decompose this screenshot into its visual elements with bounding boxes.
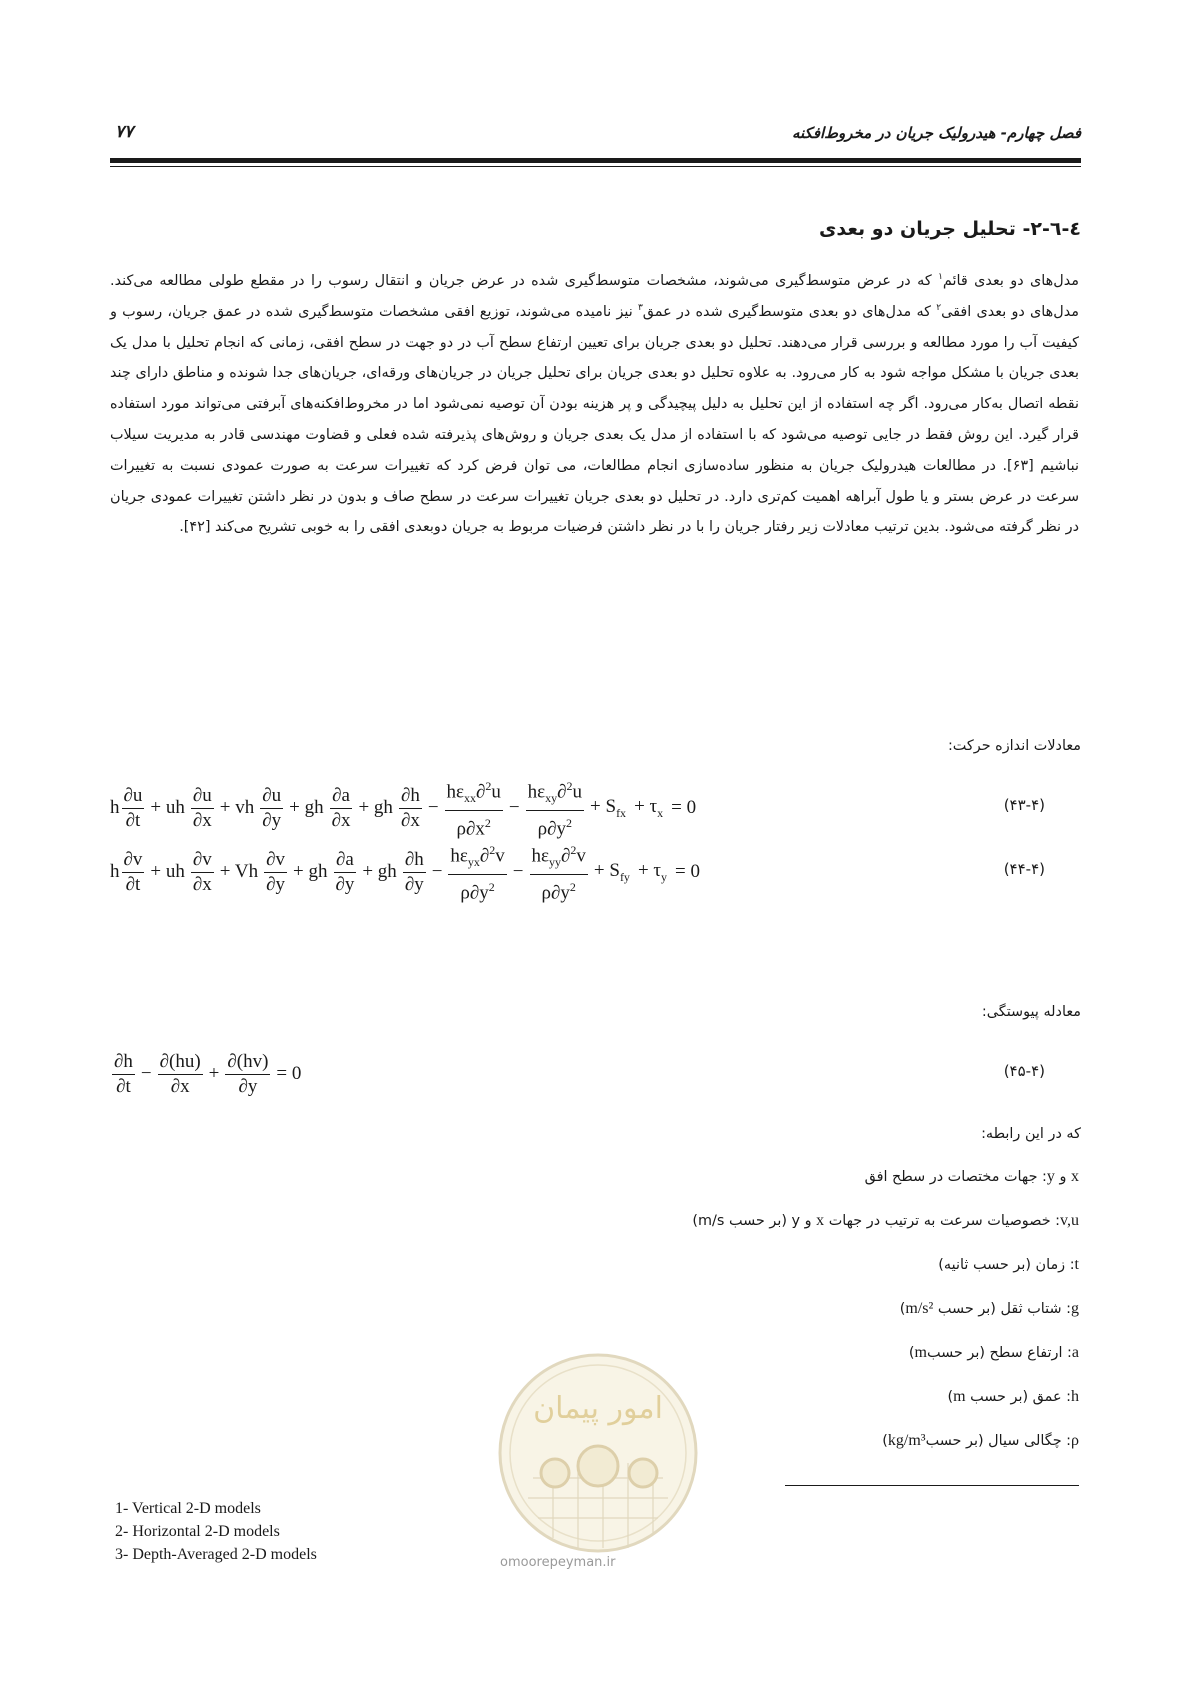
- equation-45: [110, 1044, 1081, 1104]
- definition-item: x و y: جهات مختصات در سطح افق: [864, 1168, 1079, 1185]
- eq-operator: +: [208, 1063, 220, 1084]
- eq-fraction: [445, 774, 503, 841]
- eq-term: h: [110, 797, 120, 818]
- eq-term: + gh: [292, 861, 328, 882]
- frac-num: $h\varepsilon_{xy}\partial^2u$: [526, 774, 584, 811]
- body-text-4: نیز نامیده می‌شوند، توزیع افقی مشخصات متوسط‌گیری شده در عمق جریان، رسوب و کیفیت آب را مورد مطالعه و بررسی قرار می‌دهند. تحلیل دو بعدی جریان برای تعیین ارتفاع سطح آب در دو جهت در سطح افقی، زمانی که انجام تحلیل با مدل یک بعدی جریان با مشکل مواجه شود به کار می‌رود. به علاوه تحلیل دو بعدی جریان برای تحلیل جریان در جریان‌های ورقه‌ای، جریان‌های جدا شونده و مناطق دارای چند نقطه اتصال به‌کار می‌رود. اگر چه استفاده از این تحلیل به دلیل پیچیدگی و پر هزینه بودن آن توصیه نمی‌شود اما در مخروط‌افکنه‌های آبرفتی می‌تواند مورد استفاده قرار گیرد. این روش فقط در جایی توصیه می‌شود که با استفاده از مدل یک بعدی جریان و روش‌های پذیرفته شده فعلی و قضاوت مهندسی قادر به مدیریت سیلاب نباشیم [۶۳]. در مطالعات هیدرولیک جریان به منظور ساده‌سازی انجام مطالعات، می توان فرض کرد که تغییرات سرعت به صورت عمودی نسبت به تغییرات سرعت در عرض بستر و یا طول آبراهه اهمیت کم‌تری دارد. در تحلیل دو بعدی جریان تغییرات سرعت در سطح صاف و بدون در نظر داشتن تغییرات عمودی جریان در نظر گرفته می‌شود. بدین ترتیب معادلات زیر رفتار جریان را با در نظر داشتن فرضیات مربوط به جریان دوبعدی افقی را به خوبی تشریح می‌کند [۴۲].: [110, 303, 1079, 536]
- definition-item: t: زمان (بر حسب ثانیه): [938, 1256, 1079, 1273]
- frac-num: ∂v: [191, 848, 214, 873]
- frac-den: ∂x: [331, 809, 351, 831]
- frac-num: ∂u: [191, 784, 214, 809]
- eq-term: + Vh: [219, 861, 259, 882]
- eq-term: h: [110, 861, 120, 882]
- frac-num: ∂(hv): [225, 1050, 270, 1075]
- frac-den: $\rho\partial y^2$: [537, 816, 573, 840]
- eq-term: + uh: [150, 797, 185, 818]
- definition-item: a: ارتفاع سطح (بر حسبm): [908, 1344, 1079, 1361]
- definition-item: g: شتاب ثقل (بر حسب m/s²): [899, 1300, 1079, 1317]
- frac-den: ∂t: [125, 873, 141, 895]
- eq-fraction: [260, 784, 283, 833]
- frac-num: ∂v: [122, 848, 145, 873]
- equation-44: [110, 842, 1081, 902]
- eq-fraction: [112, 1050, 135, 1099]
- eq-term: + vh: [219, 797, 255, 818]
- body-paragraph: [110, 266, 1079, 543]
- eq-fraction: [399, 784, 422, 833]
- section-title: ٤-٦-٢- تحلیل جریان دو بعدی: [818, 218, 1081, 240]
- frac-num: ∂v: [264, 848, 287, 873]
- frac-den: ∂t: [116, 1075, 131, 1097]
- footnote-rule: [785, 1485, 1079, 1486]
- footnote-ref-1: ۱: [938, 272, 943, 283]
- footnote-ref-3: ۳: [637, 303, 643, 313]
- frac-num: ∂a: [334, 848, 356, 873]
- frac-den: ∂y: [238, 1075, 258, 1097]
- eq-fraction: [264, 848, 287, 897]
- equation-45-body: [110, 1044, 305, 1104]
- chapter-header: فصل چهارم- هیدرولیک جریان در مخروط‌افکنه: [791, 124, 1081, 142]
- frac-num: ∂h: [112, 1050, 135, 1075]
- eq-fraction: [122, 784, 145, 833]
- equation-43-body: h $\frac{\partial u}{\partial t}$ + uh $\frac{\partial u}{\partial x}$ + vh $\frac{\partial u}{\partial y}$ + gh $\frac{\partial a}{\partial x}$ + gh $\frac{\partial h}{\partial x}$ − $\frac{h\varepsilon_{xx}\partial^2u}{\rho\partial x^2}$ − $\frac{h\varepsilon_{xy}\partial^2u}{\rho\partial y^2}$ + $S_{fx}$ + $\tau_x$ = 0: [110, 778, 700, 838]
- frac-den: $\rho\partial x^2$: [456, 816, 491, 840]
- definition-item: v,u: خصوصیات سرعت به ترتیب در جهات x و y (بر حسب m/s): [692, 1212, 1079, 1229]
- frac-den: ∂x: [192, 873, 212, 895]
- header-rule: [110, 158, 1081, 163]
- equation-number: (۴۴-۴): [1003, 860, 1045, 878]
- eq-operator: −: [140, 1063, 152, 1084]
- frac-num: $h\varepsilon_{yx}\partial^2v$: [448, 838, 506, 875]
- eq-fraction: [448, 838, 506, 905]
- equation-number: (۴۵-۴): [1003, 1062, 1045, 1080]
- equation-43: [110, 778, 1081, 838]
- equation-44-body: h $\frac{\partial v}{\partial t}$ + uh $\frac{\partial v}{\partial x}$ + Vh $\frac{\partial v}{\partial y}$ + gh $\frac{\partial a}{\partial y}$ + gh $\frac{\partial h}{\partial y}$ − $\frac{h\varepsilon_{yx}\partial^2v}{\rho\partial y^2}$ − $\frac{h\varepsilon_{yy}\partial^2v}{\rho\partial y^2}$ + $S_{fy}$ + $\tau_y$ = 0: [110, 842, 704, 902]
- frac-den: ∂y: [266, 873, 285, 895]
- footnote-1: 1- Vertical 2-D models: [115, 1500, 261, 1517]
- eq-term: + gh: [362, 861, 397, 882]
- body-text-2: که در عرض متوسط‌گیری می‌شوند، مشخصات متوسط‌گیری شده در عرض جریان و انتقال رسوب را در مقطع طولی مطالعه می‌کند. مدل‌های دو بعدی افقی: [110, 273, 1079, 320]
- frac-num: ∂u: [260, 784, 283, 809]
- footnote-3: 3- Depth-Averaged 2-D models: [115, 1546, 317, 1563]
- eq-fraction: [330, 784, 353, 833]
- footnote-2: 2- Horizontal 2-D models: [115, 1523, 280, 1540]
- eq-fraction: [403, 848, 426, 897]
- eq-fraction: [225, 1050, 270, 1099]
- eq-fraction: [191, 848, 214, 897]
- body-text-3: که مدل‌های دو بعدی متوسط‌گیری شده در عمق: [642, 303, 937, 320]
- frac-den: ∂y: [335, 873, 355, 895]
- header-rule-thin: [110, 166, 1081, 167]
- frac-num: ∂h: [403, 848, 426, 873]
- eq-term: + uh: [150, 861, 185, 882]
- eq-term: + gh: [358, 797, 393, 818]
- frac-num: ∂a: [330, 784, 352, 809]
- eq-fraction: [158, 1050, 203, 1099]
- frac-den: $\rho\partial y^2$: [460, 880, 495, 904]
- eq-term: + gh: [289, 797, 324, 818]
- frac-num: $h\varepsilon_{xx}\partial^2u$: [445, 774, 503, 811]
- eq-fraction: [122, 848, 145, 897]
- eq-fraction: [333, 848, 356, 897]
- frac-num: ∂u: [122, 784, 145, 809]
- continuity-heading: معادله پیوستگی:: [981, 1004, 1081, 1020]
- eq-fraction: [191, 784, 214, 833]
- frac-den: ∂t: [125, 809, 141, 831]
- frac-den: ∂y: [262, 809, 282, 831]
- definition-item: h: عمق (بر حسب m): [947, 1388, 1079, 1405]
- footnote-ref-2: ۲: [936, 303, 942, 313]
- page-number: ۷۷: [115, 122, 134, 142]
- frac-num: $h\varepsilon_{yy}\partial^2v$: [530, 838, 588, 875]
- definition-item: ρ: چگالی سیال (بر حسبkg/m³): [882, 1432, 1079, 1449]
- watermark-site-text: omoorepeyman.ir: [500, 1555, 616, 1570]
- frac-den: ∂x: [192, 809, 212, 831]
- frac-den: $\rho\partial y^2$: [541, 880, 576, 904]
- frac-den: ∂x: [170, 1075, 190, 1097]
- momentum-heading: معادلات اندازه حرکت:: [947, 738, 1081, 754]
- frac-den: ∂y: [404, 873, 424, 895]
- svg-text:امور پیمان: امور پیمان: [533, 1391, 663, 1426]
- eq-fraction: [530, 838, 588, 905]
- footnotes: [115, 1497, 317, 1566]
- frac-num: ∂(hu): [158, 1050, 203, 1075]
- body-text-1: مدل‌های دو بعدی قائم: [942, 273, 1079, 289]
- where-heading: که در این رابطه:: [981, 1126, 1081, 1142]
- frac-den: ∂x: [400, 809, 420, 831]
- eq-fraction: [526, 774, 584, 841]
- equation-number: (۴۳-۴): [1003, 796, 1045, 814]
- eq-term: = 0: [276, 1063, 302, 1084]
- watermark-logo-icon: [493, 1348, 703, 1558]
- frac-num: ∂h: [399, 784, 422, 809]
